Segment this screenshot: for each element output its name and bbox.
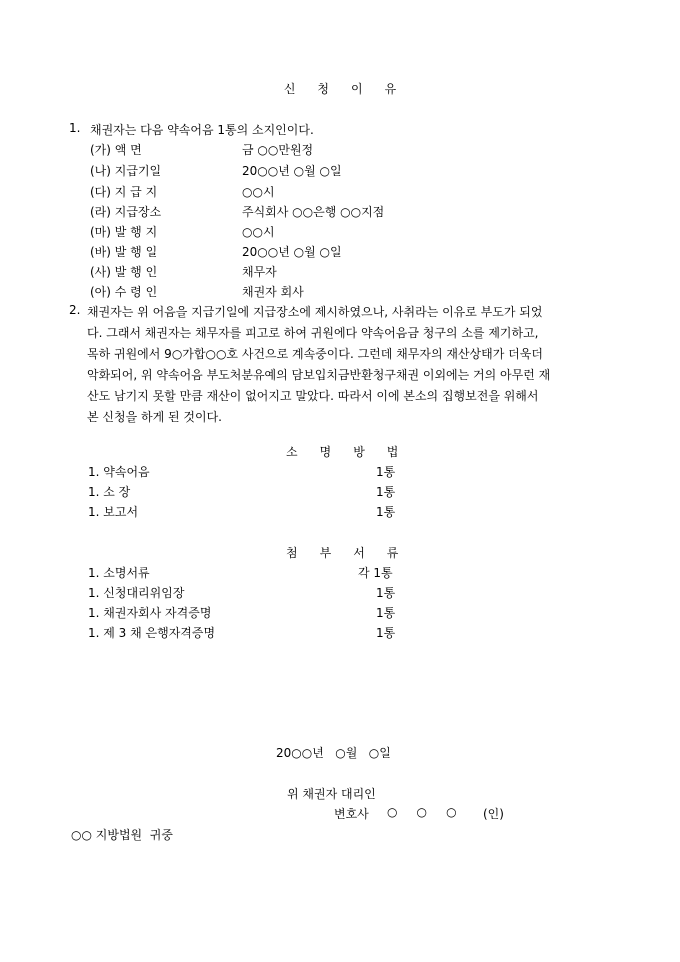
heading-char: 방 — [353, 445, 365, 459]
heading-char: 법 — [386, 445, 399, 459]
signer-name: ○ ○ ○ — [387, 805, 457, 819]
filing-date: 20○○년 ○월 ○일 — [276, 746, 391, 760]
proof-item: 1. 소 장 — [88, 485, 131, 499]
section2-line: 본 신청을 하게 된 것이다. — [87, 410, 222, 424]
heading-char: 류 — [386, 546, 399, 560]
attach-heading — [275, 544, 409, 561]
bill-row-value: 주식회사 ○○은행 ○○지점 — [242, 205, 385, 219]
bill-row-value: ○○시 — [242, 185, 275, 199]
heading-char: 서 — [353, 546, 365, 560]
title-char: 청 — [317, 82, 329, 96]
proof-item-count: 1통 — [376, 485, 396, 499]
proof-item: 1. 보고서 — [88, 505, 139, 519]
heading-char: 부 — [319, 546, 332, 560]
section2-line: 목하 귀원에서 9○가합○○호 사건으로 계속중이다. 그런데 채무자의 재산상태가 더욱더 — [87, 347, 543, 361]
bill-row-value: 채무자 — [242, 265, 277, 279]
signer-seal: (인) — [483, 807, 504, 821]
bill-row-label: (다) 지 급 지 — [90, 185, 158, 199]
bill-row-value: 금 ○○만원정 — [242, 143, 314, 157]
section2-number: 2. — [69, 303, 81, 317]
court-addressee: ○○ 지방법원 귀중 — [71, 828, 173, 842]
title-char: 이 — [351, 82, 363, 96]
section2-line: 채권자는 위 어음을 지급기일에 지급장소에 제시하였으나, 사취라는 이유로 부도가 되었 — [87, 305, 543, 319]
attach-item-count: 1통 — [376, 586, 396, 600]
bill-row-value: 20○○년 ○월 ○일 — [242, 164, 342, 178]
proof-item-count: 1통 — [376, 465, 396, 479]
signer-role: 위 채권자 대리인 — [287, 787, 376, 801]
bill-row-label: (아) 수 령 인 — [90, 285, 158, 299]
section1-number: 1. — [69, 121, 81, 135]
bill-row-label: (바) 발 행 일 — [90, 245, 158, 259]
bill-row-value: ○○시 — [242, 225, 275, 239]
attach-item-count: 각 1통 — [358, 566, 393, 580]
section2-line: 악화되어, 위 약속어음 부도처분유예의 담보입치금반환청구채권 이외에는 거의 아무런 재 — [87, 368, 551, 382]
heading-char: 명 — [319, 445, 332, 459]
bill-row-value: 채권자 회사 — [242, 285, 304, 299]
title-char: 신 — [283, 82, 296, 96]
attach-item-count: 1통 — [376, 626, 396, 640]
heading-char: 첨 — [286, 546, 298, 560]
bill-row-label: (라) 지급장소 — [90, 205, 162, 219]
attach-item: 1. 소명서류 — [88, 566, 150, 580]
bill-row-value: 20○○년 ○월 ○일 — [242, 245, 342, 259]
signer-title: 변호사 — [334, 807, 369, 821]
proof-heading — [275, 443, 409, 460]
attach-item-count: 1통 — [376, 606, 396, 620]
bill-row-label: (마) 발 행 지 — [90, 225, 158, 239]
bill-row-label: (가) 액 면 — [90, 143, 142, 157]
attach-item: 1. 채권자회사 자격증명 — [88, 606, 212, 620]
section2-line: 다. 그래서 채권자는 채무자를 피고로 하여 귀원에다 약속어음금 청구의 소를 제기하고, — [87, 326, 539, 340]
bill-row-label: (사) 발 행 인 — [90, 265, 158, 279]
bill-row-label: (나) 지급기일 — [90, 164, 162, 178]
proof-item-count: 1통 — [376, 505, 396, 519]
heading-char: 소 — [286, 445, 298, 459]
attach-item: 1. 신청대리위임장 — [88, 586, 185, 600]
attach-item: 1. 제 3 채 은행자격증명 — [88, 626, 216, 640]
title-char: 유 — [384, 82, 397, 96]
section2-line: 산도 남기지 못할 만큼 재산이 없어지고 말았다. 따라서 이에 본소의 집행보전을 위해서 — [87, 389, 539, 403]
proof-item: 1. 약속어음 — [88, 465, 150, 479]
document-title — [0, 80, 680, 97]
section1-intro: 채권자는 다음 약속어음 1통의 소지인이다. — [90, 123, 314, 137]
